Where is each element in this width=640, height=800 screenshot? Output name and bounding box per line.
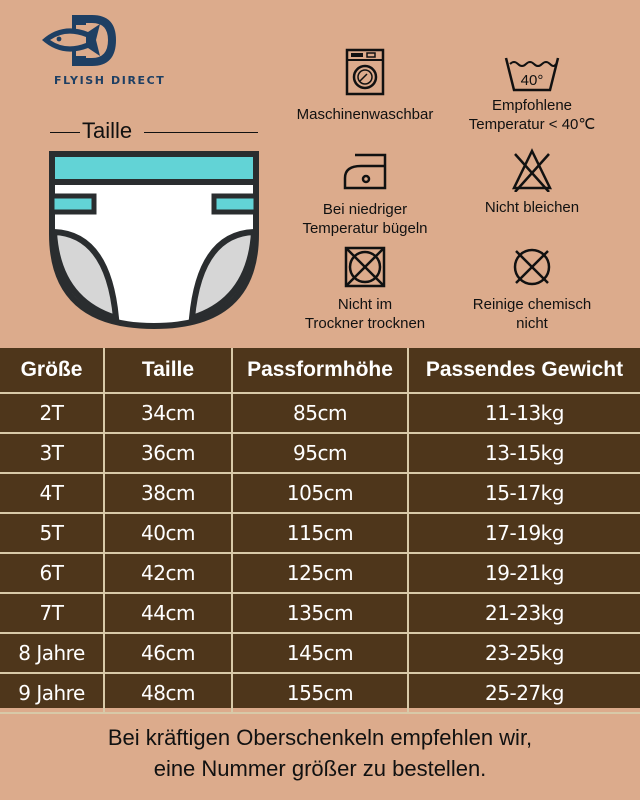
cell-fit-height: 135cm [232,593,408,633]
cell-fit-height: 105cm [232,473,408,513]
table-row [0,633,640,673]
cell-weight: 25-27kg [408,673,640,713]
size-table [0,348,640,708]
waist-label-text: Taille [82,118,133,143]
cell-size: 3T [0,433,104,473]
cell-size: 9 Jahre [0,673,104,713]
cell-weight: 13-15kg [408,433,640,473]
table-row [0,553,640,593]
wash-40-icon [504,56,560,92]
cell-waist: 34cm [104,393,232,433]
cell-waist: 40cm [104,513,232,553]
table-row [0,433,640,473]
care-wash-40 [452,56,612,134]
care-machine-washable [282,48,448,124]
care-label-line1: Bei niedriger [322,201,408,218]
waist-line-left [50,132,80,133]
care-no-tumble-dry [282,246,448,333]
waist-label [48,118,260,144]
cell-weight: 11-13kg [408,393,640,433]
cell-fit-height: 155cm [232,673,408,713]
care-no-dry-clean [452,246,612,333]
cell-size: 8 Jahre [0,633,104,673]
iron-low-icon [341,152,389,192]
cell-size: 6T [0,553,104,593]
cell-fit-height: 115cm [232,513,408,553]
care-label-line1: Nicht im [337,296,393,313]
table-row [0,513,640,553]
care-label-line2: Trockner trocknen [304,315,426,332]
cell-fit-height: 95cm [232,433,408,473]
cell-size: 4T [0,473,104,513]
cell-size: 2T [0,393,104,433]
header-size: Größe [0,348,104,393]
cell-fit-height: 145cm [232,633,408,673]
brand-name: FLYISH DIRECT [54,74,166,87]
care-label-line2: Temperatur < 40℃ [468,116,596,133]
header-waist: Taille [104,348,232,393]
fish-d-logo-icon [40,10,150,72]
washing-machine-icon [345,48,385,96]
care-label-line2: nicht [516,315,548,332]
wash-temp-text: 40° [520,72,544,89]
diaper-icon [48,150,260,330]
table-row [0,473,640,513]
cell-weight: 19-21kg [408,553,640,593]
no-tumble-dry-icon [344,246,386,288]
cell-weight: 23-25kg [408,633,640,673]
brand-logo [40,10,166,90]
waist-line-right [144,132,258,133]
care-iron-low [282,152,448,238]
header-weight: Passendes Gewicht [408,348,640,393]
header-fit-height: Passformhöhe [232,348,408,393]
cell-waist: 42cm [104,553,232,593]
table-row [0,673,640,713]
no-bleach-icon [511,148,553,192]
care-label-line2: Temperatur bügeln [302,220,428,237]
note-line2: eine Nummer größer zu bestellen. [153,756,487,781]
cell-weight: 15-17kg [408,473,640,513]
table-row [0,593,640,633]
care-label-line1: Empfohlene [491,97,573,114]
size-advice-note [0,722,640,784]
care-no-bleach [452,148,612,217]
cell-fit-height: 125cm [232,553,408,593]
cell-waist: 38cm [104,473,232,513]
note-line1: Bei kräftigen Oberschenkeln empfehlen wir, [107,725,533,750]
no-dry-clean-icon [511,246,553,288]
cell-waist: 46cm [104,633,232,673]
cell-fit-height: 85cm [232,393,408,433]
cell-weight: 21-23kg [408,593,640,633]
cell-size: 7T [0,593,104,633]
table-header-row [0,348,640,393]
care-label: Nicht bleichen [484,199,580,216]
cell-waist: 48cm [104,673,232,713]
cell-waist: 44cm [104,593,232,633]
diaper-illustration [48,150,260,330]
cell-size: 5T [0,513,104,553]
care-label-line1: Reinige chemisch [472,296,592,313]
care-label: Maschinenwaschbar [296,106,434,123]
cell-waist: 36cm [104,433,232,473]
table-row [0,393,640,433]
cell-weight: 17-19kg [408,513,640,553]
